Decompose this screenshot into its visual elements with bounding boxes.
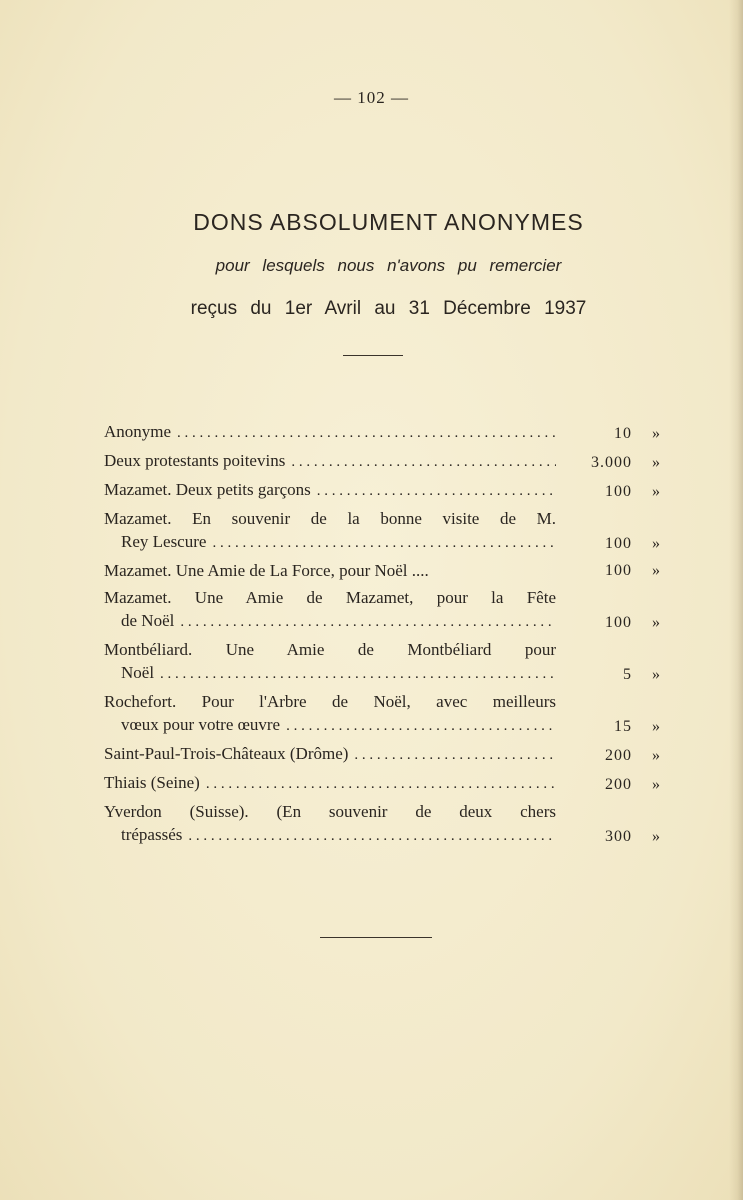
donation-label-text: Mazamet. Une Amie de La Force, pour Noël .... bbox=[104, 561, 429, 580]
donation-label-last-line bbox=[104, 823, 556, 848]
donation-label-text: trépassés bbox=[121, 825, 183, 844]
donation-amount: 15 bbox=[614, 718, 632, 735]
donation-label-last-line bbox=[104, 742, 556, 767]
currency-mark: » bbox=[652, 425, 660, 442]
donation-label-text: Anonyme bbox=[104, 422, 172, 441]
donation-entry bbox=[104, 559, 674, 582]
currency-mark: » bbox=[652, 828, 660, 845]
donation-amount: 200 bbox=[605, 747, 632, 764]
donation-label-text: Rochefort. Pour l'Arbre de Noël, avec meilleurs bbox=[104, 692, 556, 711]
donation-label-text: Noël bbox=[121, 663, 155, 682]
dot-leader bbox=[206, 773, 556, 796]
donation-amount: 100 bbox=[605, 535, 632, 552]
currency-mark: » bbox=[652, 747, 660, 764]
donation-label-last-line bbox=[104, 530, 556, 555]
currency-mark: » bbox=[652, 614, 660, 631]
currency-mark: » bbox=[652, 483, 660, 500]
page-subtitle: pour lesquels nous n'avons pu remercier bbox=[215, 256, 562, 275]
donation-label-line bbox=[104, 638, 556, 661]
donation-label-text: Mazamet. Une Amie de Mazamet, pour la Fête bbox=[104, 588, 556, 607]
donation-label-line bbox=[104, 586, 556, 609]
page-title: DONS ABSOLUMENT ANONYMES bbox=[193, 209, 584, 235]
currency-mark: » bbox=[652, 535, 660, 552]
donation-label-text: Thiais (Seine) bbox=[104, 773, 200, 792]
donation-label-last-line bbox=[104, 609, 556, 634]
dot-leader bbox=[317, 480, 556, 503]
donation-entry bbox=[104, 690, 674, 738]
donation-label-text: Mazamet. En souvenir de la bonne visite de M. bbox=[104, 509, 556, 528]
dot-leader bbox=[291, 451, 556, 474]
currency-mark: » bbox=[652, 776, 660, 793]
dot-leader bbox=[180, 611, 556, 634]
donation-label-line bbox=[104, 800, 556, 823]
dot-leader bbox=[177, 422, 556, 445]
top-divider bbox=[343, 355, 403, 356]
donation-label-text: vœux pour votre œuvre bbox=[121, 715, 281, 734]
donation-amount: 5 bbox=[623, 666, 632, 683]
donation-label-last-line bbox=[104, 771, 556, 796]
donation-amount: 200 bbox=[605, 776, 632, 793]
donation-amount: 3.000 bbox=[591, 454, 632, 471]
donation-label-text: Montbéliard. Une Amie de Montbéliard pour bbox=[104, 640, 556, 659]
donation-label-text: de Noël bbox=[121, 611, 175, 630]
donation-label-last-line bbox=[104, 420, 556, 445]
donation-amount: 10 bbox=[614, 425, 632, 442]
dot-leader bbox=[286, 715, 556, 738]
donation-entry bbox=[104, 800, 674, 848]
donation-amount: 100 bbox=[605, 562, 632, 579]
donation-entry bbox=[104, 507, 674, 555]
donation-label-last-line bbox=[104, 449, 556, 474]
donation-amount: 300 bbox=[605, 828, 632, 845]
donation-entry bbox=[104, 638, 674, 686]
donation-label-text: Saint-Paul-Trois-Châteaux (Drôme) bbox=[104, 744, 349, 763]
donation-entry bbox=[104, 586, 674, 634]
donation-label-line bbox=[104, 690, 556, 713]
donation-label-text: Mazamet. Deux petits garçons bbox=[104, 480, 311, 499]
bottom-divider bbox=[320, 937, 432, 938]
donation-entry bbox=[104, 420, 674, 445]
page-edge-shadow bbox=[729, 0, 743, 1200]
date-range: reçus du 1er Avril au 31 Décembre 1937 bbox=[190, 298, 587, 319]
donation-label-text: Rey Lescure bbox=[121, 532, 207, 551]
donation-label-last-line bbox=[104, 559, 556, 582]
donation-label-text: Yverdon (Suisse). (En souvenir de deux chers bbox=[104, 802, 556, 821]
donation-amount: 100 bbox=[605, 614, 632, 631]
dot-leader bbox=[160, 663, 556, 686]
donation-label-line bbox=[104, 507, 556, 530]
donation-label-last-line bbox=[104, 478, 556, 503]
dot-leader bbox=[354, 744, 556, 767]
donation-list bbox=[104, 420, 674, 848]
donation-entry bbox=[104, 449, 674, 474]
currency-mark: » bbox=[652, 718, 660, 735]
currency-mark: » bbox=[652, 454, 660, 471]
dot-leader bbox=[212, 532, 556, 555]
donation-entry bbox=[104, 771, 674, 796]
donation-entry bbox=[104, 742, 674, 767]
donation-entry bbox=[104, 478, 674, 503]
donation-amount: 100 bbox=[605, 483, 632, 500]
currency-mark: » bbox=[652, 562, 660, 579]
donation-label-last-line bbox=[104, 713, 556, 738]
donation-label-last-line bbox=[104, 661, 556, 686]
donation-label-text: Deux protestants poitevins bbox=[104, 451, 286, 470]
page-number: — 102 — bbox=[334, 88, 409, 107]
dot-leader bbox=[188, 825, 556, 848]
currency-mark: » bbox=[652, 666, 660, 683]
